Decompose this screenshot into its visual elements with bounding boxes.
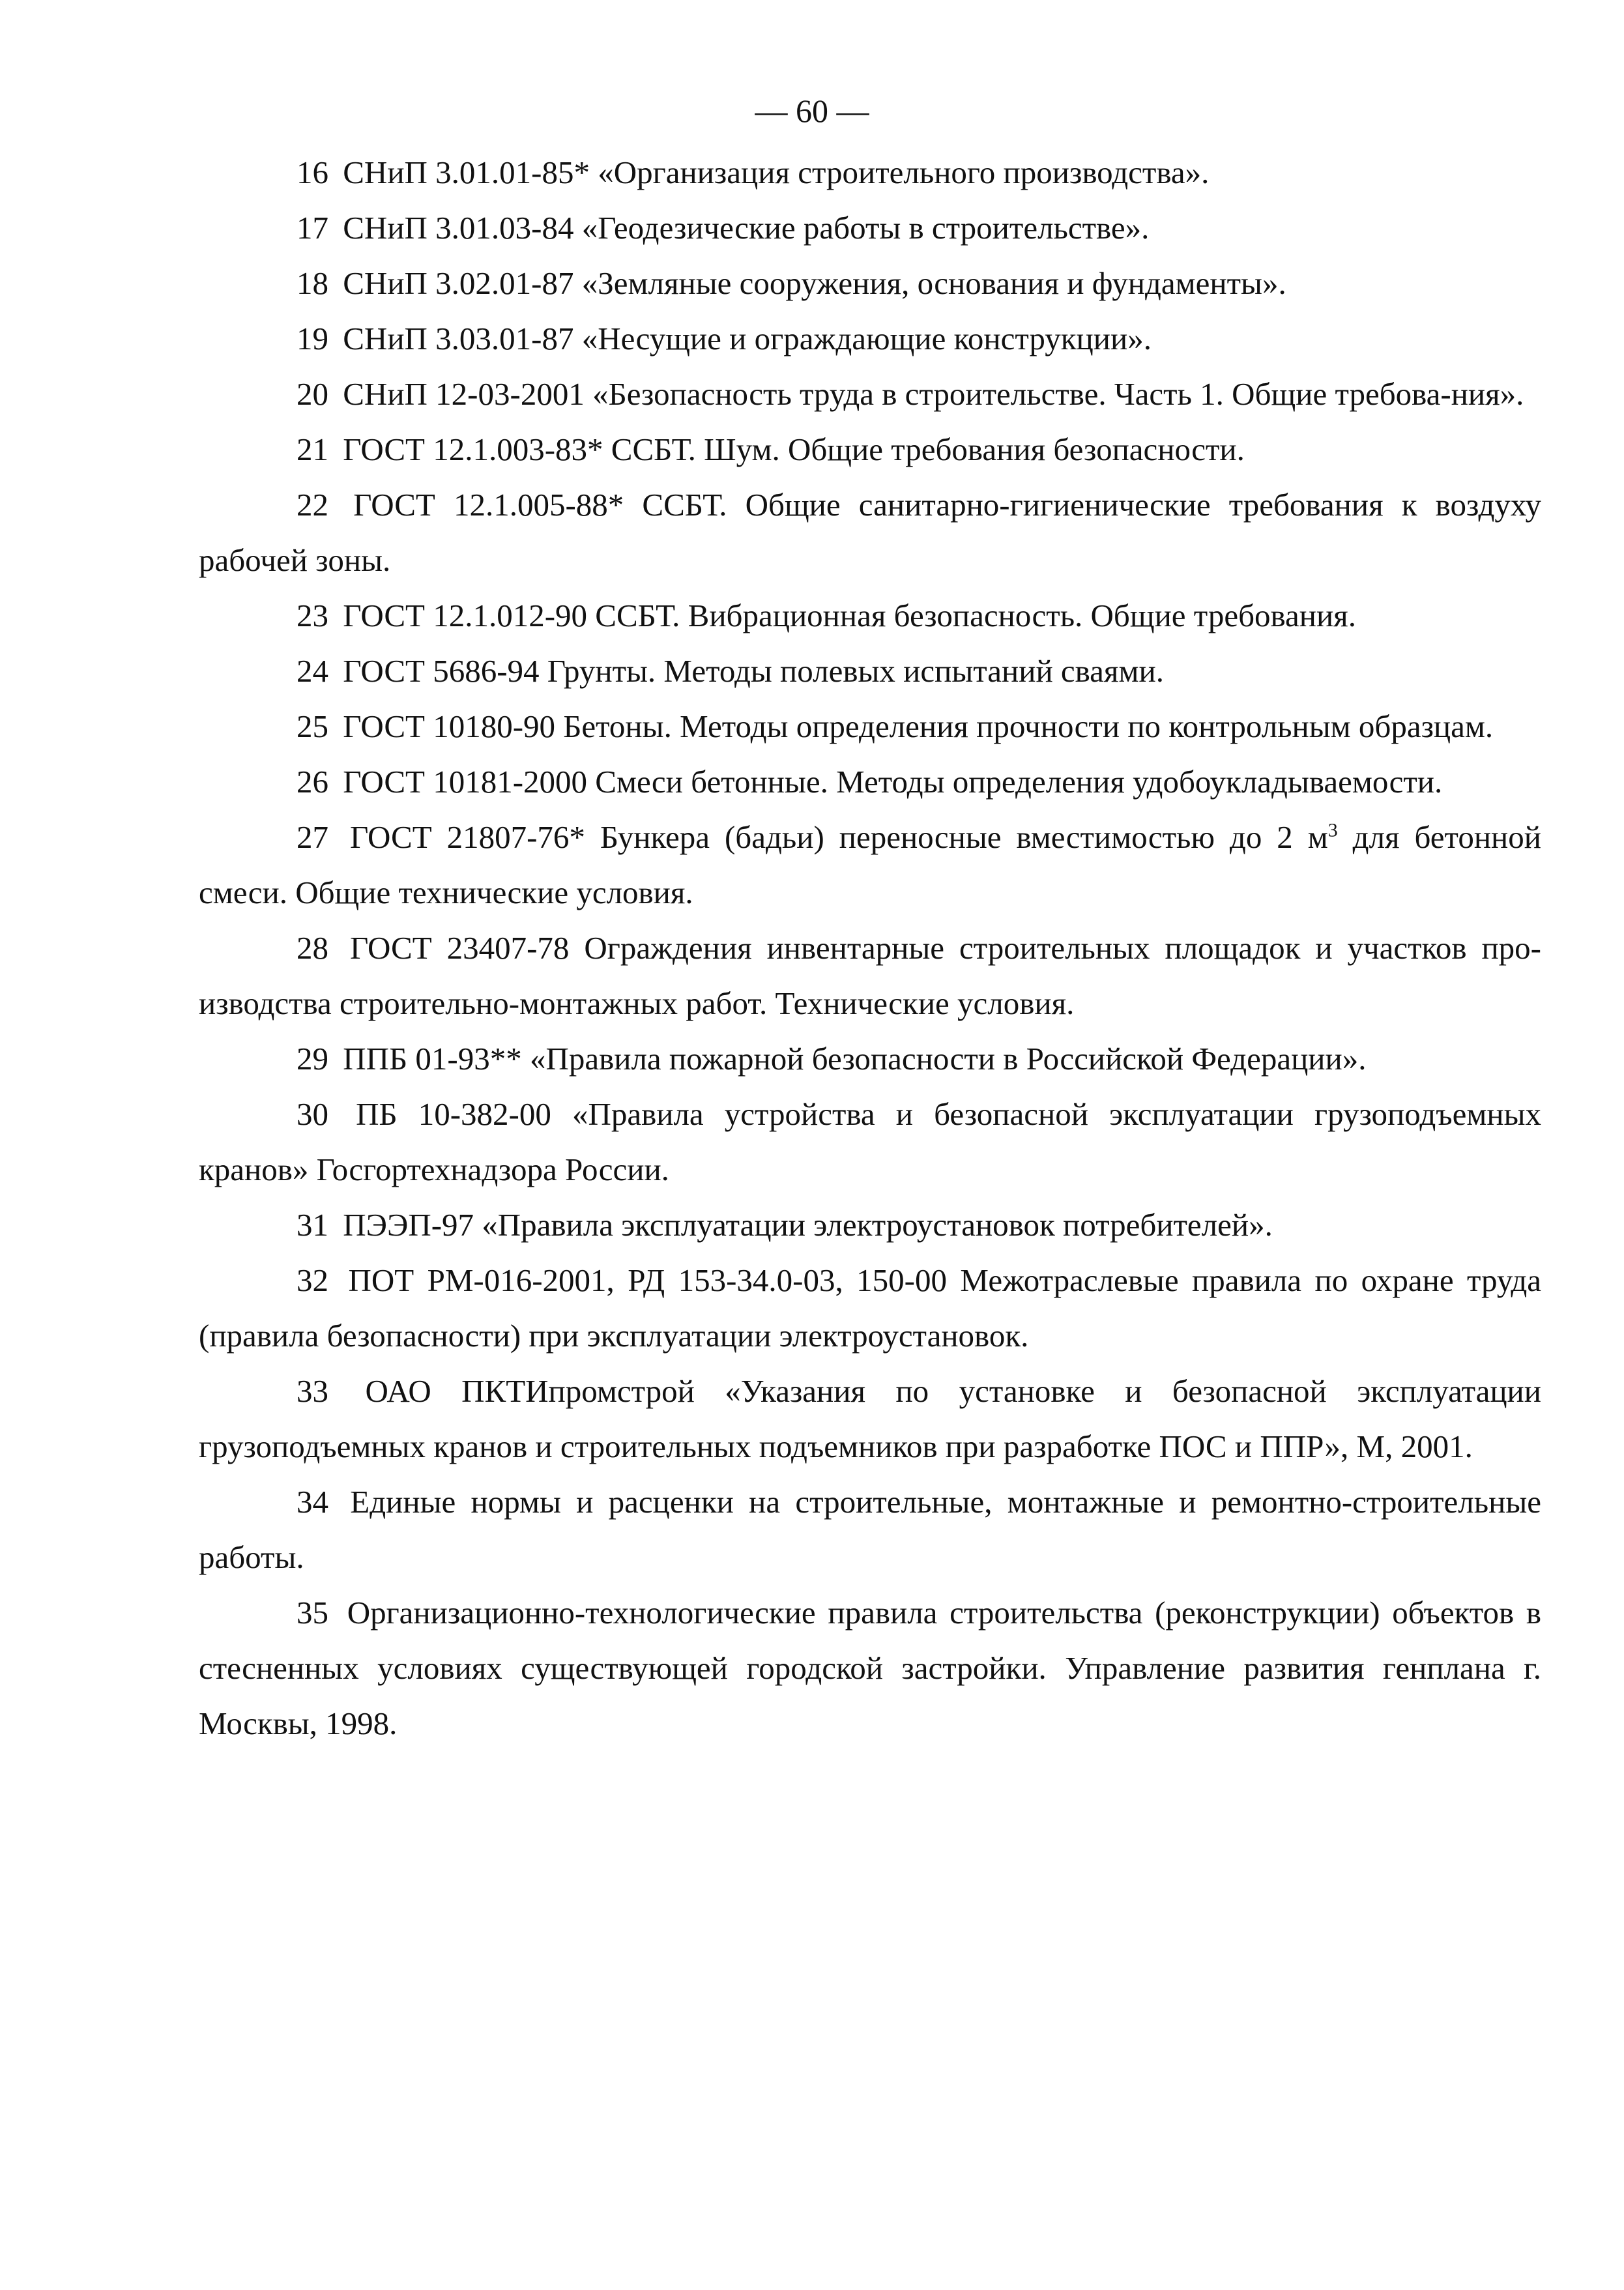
- reference-number: 17: [297, 210, 328, 246]
- reference-item-26: [199, 754, 1541, 809]
- reference-item-35: [199, 1585, 1541, 1751]
- reference-text: ПОТ РМ-016-2001, РД 153-34.0-03, 150-00 Межотраслевые правила по охране труда (правила безопасности) при эксплуатации электроустановок.: [199, 1262, 1542, 1354]
- reference-item-34: [199, 1474, 1541, 1585]
- reference-item-31: [199, 1197, 1541, 1253]
- reference-text: ГОСТ 5686-94 Грунты. Методы полевых испытаний сваями.: [343, 653, 1164, 689]
- reference-number: 23: [297, 598, 328, 633]
- reference-text: СНиП 12-03-2001 «Безопасность труда в строительстве. Часть 1. Общие требова-ния».: [343, 376, 1524, 412]
- reference-text: ГОСТ 10181-2000 Смеси бетонные. Методы определения удобоукладываемости.: [343, 764, 1443, 800]
- reference-number: 35: [297, 1595, 328, 1631]
- reference-number: 25: [297, 708, 328, 744]
- reference-item-27: [199, 809, 1541, 920]
- reference-item-16: [199, 145, 1541, 200]
- reference-item-29: [199, 1031, 1541, 1086]
- reference-number: 30: [297, 1096, 328, 1132]
- reference-number: 16: [297, 154, 328, 190]
- reference-text-continued: для бетонной смеси. Общие технические условия.: [199, 819, 1541, 910]
- reference-item-19: [199, 311, 1541, 366]
- reference-item-24: [199, 643, 1541, 699]
- reference-number: 19: [297, 321, 328, 356]
- reference-text: СНиП 3.01.03-84 «Геодезические работы в строительстве».: [343, 210, 1150, 246]
- reference-text: Единые нормы и расценки на строительные, монтажные и ремонтно-строительные работы.: [199, 1484, 1541, 1575]
- reference-text: ГОСТ 21807-76* Бункера (бадьи) переносные вместимостью до 2 м: [349, 819, 1328, 855]
- reference-number: 27: [297, 819, 328, 855]
- reference-item-18: [199, 255, 1541, 311]
- reference-number: 26: [297, 764, 328, 800]
- reference-text: ГОСТ 10180-90 Бетоны. Методы определения прочности по контрольным образцам.: [343, 708, 1494, 744]
- reference-text: ГОСТ 12.1.005-88* ССБТ. Общие санитарно-гигиенические требования к воздуху рабочей зоны.: [199, 487, 1542, 578]
- reference-number: 24: [297, 653, 328, 689]
- reference-number: 22: [297, 487, 328, 523]
- reference-number: 28: [297, 930, 328, 966]
- reference-text: ОАО ПКТИпромстрой «Указания по установке и безопасной эксплуатации грузоподъемных кранов и строительных подъемников при разработке ПОС и ППР», М, 2001.: [199, 1373, 1542, 1464]
- reference-number: 20: [297, 376, 328, 412]
- reference-item-33: [199, 1363, 1541, 1474]
- reference-item-30: [199, 1086, 1541, 1197]
- reference-item-21: [199, 422, 1541, 477]
- reference-number: 29: [297, 1041, 328, 1077]
- reference-item-25: [199, 699, 1541, 754]
- reference-text: СНиП 3.01.01-85* «Организация строительного производства».: [343, 154, 1210, 190]
- reference-item-23: [199, 588, 1541, 643]
- reference-item-22: [199, 477, 1541, 588]
- reference-list: [199, 145, 1541, 1751]
- reference-number: 31: [297, 1207, 328, 1243]
- reference-text: СНиП 3.02.01-87 «Земляные сооружения, основания и фундаменты».: [343, 265, 1286, 301]
- reference-text: ПЭЭП-97 «Правила эксплуатации электроустановок потребителей».: [343, 1207, 1273, 1243]
- reference-number: 18: [297, 265, 328, 301]
- reference-text: ГОСТ 23407-78 Ограждения инвентарные строительных площадок и участков про-изводства строительно-монтажных работ. Технические условия.: [199, 930, 1541, 1021]
- reference-text: ППБ 01-93** «Правила пожарной безопасности в Российской Федерации».: [343, 1041, 1367, 1077]
- reference-number: 21: [297, 431, 328, 467]
- reference-item-20: [199, 366, 1541, 422]
- reference-text: Организационно-технологические правила строительства (реконструкции) объектов в стесненных условиях существующей городской застройки. Управление развития генплана г. Москвы, 1998.: [199, 1595, 1541, 1741]
- reference-text: ГОСТ 12.1.012-90 ССБТ. Вибрационная безопасность. Общие требования.: [343, 598, 1356, 633]
- reference-text: ПБ 10-382-00 «Правила устройства и безопасной эксплуатации грузоподъемных кранов» Госгортехнадзора России.: [199, 1096, 1541, 1187]
- reference-text: СНиП 3.03.01-87 «Несущие и ограждающие конструкции».: [343, 321, 1152, 356]
- page-number: — 60 —: [755, 93, 869, 129]
- reference-item-28: [199, 920, 1541, 1031]
- reference-item-17: [199, 200, 1541, 255]
- reference-number: 34: [297, 1484, 328, 1520]
- reference-number: 32: [297, 1262, 328, 1298]
- reference-number: 33: [297, 1373, 328, 1409]
- superscript-cubic: 3: [1327, 819, 1338, 841]
- reference-item-32: [199, 1253, 1541, 1363]
- reference-text: ГОСТ 12.1.003-83* ССБТ. Шум. Общие требования безопасности.: [343, 431, 1245, 467]
